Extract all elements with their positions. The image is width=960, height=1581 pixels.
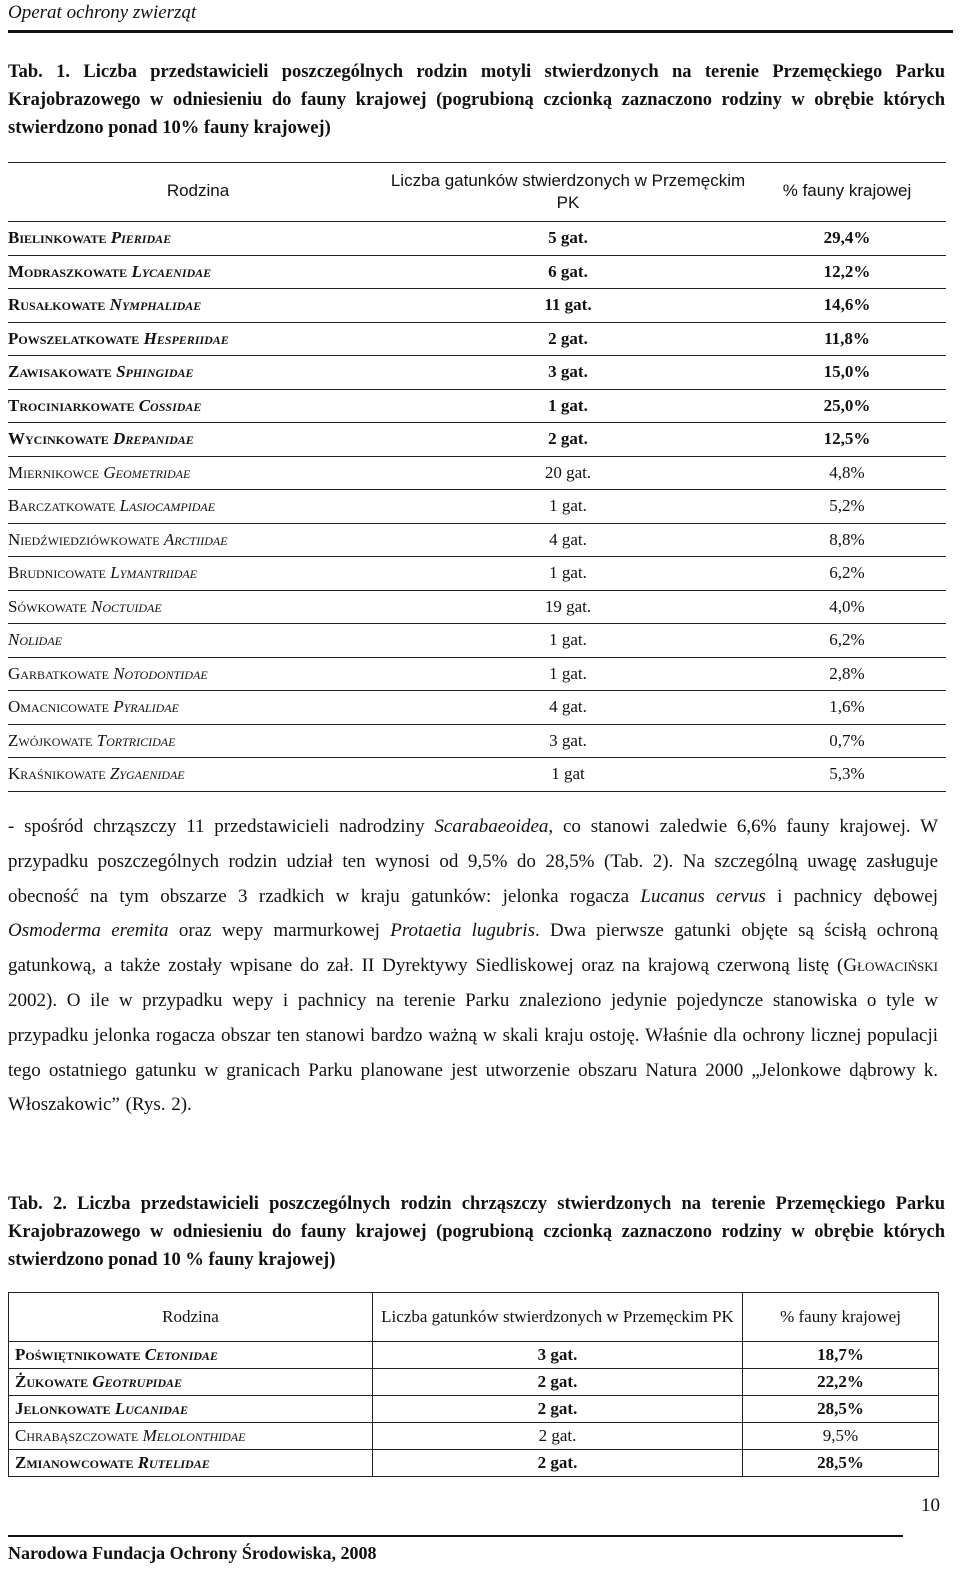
species-count: 2 gat. (373, 1369, 743, 1396)
table-row (8, 457, 946, 491)
family-cell (8, 664, 208, 684)
fauna-percent: 15,0% (823, 362, 871, 381)
family-polish-name: Modraszkowate (8, 261, 128, 281)
species-count: 4 gat. (549, 697, 587, 716)
family-polish-name: Trociniarkowate (8, 395, 135, 415)
species-count: 3 gat. (548, 362, 588, 381)
fauna-percent: 1,6% (829, 697, 865, 716)
species-count: 11 gat. (544, 295, 592, 314)
species-count: 1 gat. (549, 630, 587, 649)
table-row (9, 1342, 939, 1369)
fauna-percent: 6,2% (829, 563, 865, 582)
table-row (8, 691, 946, 725)
family-cell (8, 362, 194, 382)
table-row (8, 591, 946, 625)
table1-header-count: Liczba gatunków stwierdzonych w Przemęckim PK (390, 171, 746, 212)
fauna-percent: 4,8% (829, 462, 865, 482)
table-row (8, 356, 946, 390)
family-polish-name: Omacnicowate (8, 697, 109, 716)
table2-body (9, 1342, 939, 1477)
table-row (8, 323, 946, 357)
body-paragraph (8, 810, 938, 1123)
table2-header-row (9, 1293, 939, 1342)
family-polish-name: Garbatkowate (8, 663, 109, 683)
family-polish-name: Bielinkowate (8, 228, 107, 247)
family-latin-name: Noctuidae (91, 596, 162, 616)
family-cell (8, 429, 194, 449)
species-count: 2 gat. (548, 429, 588, 448)
family-cell (9, 1369, 373, 1396)
family-cell (9, 1342, 373, 1369)
family-cell (9, 1423, 373, 1450)
fauna-percent: 11,8% (824, 328, 870, 348)
family-cell (8, 396, 201, 416)
family-cell (8, 731, 175, 751)
species-count: 5 gat. (548, 228, 588, 247)
fauna-percent: 12,5% (823, 429, 871, 448)
running-header: Operat ochrony zwierząt (8, 2, 197, 23)
family-latin-name: Hesperiidae (143, 328, 229, 348)
species-count: 3 gat. (549, 730, 587, 750)
fauna-percent: 0,7% (829, 730, 865, 750)
species-count: 1 gat (551, 764, 585, 783)
table-row (8, 624, 946, 658)
table-row (8, 490, 946, 524)
family-cell (9, 1396, 373, 1423)
fauna-percent: 29,4% (823, 228, 871, 247)
family-cell (8, 764, 185, 784)
table-row (8, 758, 946, 792)
family-polish-name: Zawisakowate (8, 362, 112, 381)
para-text: . Dwa pierwsze gatunki objęte są ścisłą ochroną gatunkową, a także zostały wpisane do zał. II Dyrektywy Siedliskowej oraz na krajową czerwoną listę ( (8, 920, 938, 977)
family-polish-name: Poświętnikowate (15, 1345, 141, 1364)
family-latin-name: Pieridae (110, 228, 172, 247)
para-latin: Scarabaeoidea (434, 816, 549, 837)
fauna-percent: 2,8% (829, 663, 865, 683)
family-cell (8, 463, 190, 483)
family-polish-name: Jelonkowate (15, 1399, 111, 1418)
family-latin-name: Notodontidae (113, 663, 208, 683)
family-latin-name: Geotrupidae (92, 1372, 183, 1391)
table1-header-family: Rodzina (166, 181, 230, 200)
family-latin-name: Cetonidae (144, 1345, 218, 1364)
table-row (8, 658, 946, 692)
table1 (8, 162, 946, 792)
table2-header-family: Rodzina (9, 1293, 373, 1342)
family-cell (8, 228, 171, 248)
fauna-percent: 12,2% (823, 261, 871, 281)
family-polish-name: Chrabąszczowate (15, 1426, 139, 1445)
family-latin-name: Geometridae (103, 462, 191, 482)
para-text: i pachnicy dębowej (765, 885, 938, 907)
family-latin-name: Lymantriidae (110, 563, 198, 582)
family-cell (8, 697, 179, 717)
fauna-percent: 14,6% (823, 295, 871, 314)
table-row (9, 1423, 939, 1450)
table1-body (8, 222, 946, 792)
family-latin-name: Arctiidae (163, 529, 228, 549)
para-latin: Osmoderma eremita (8, 920, 169, 942)
family-cell (8, 262, 211, 282)
table2-header-percent: % fauny krajowej (743, 1293, 939, 1342)
table-row (8, 557, 946, 591)
species-count: 2 gat. (373, 1423, 743, 1450)
table2-caption: Tab. 2. Liczba przedstawicieli poszczególnych rodzin chrząszczy stwierdzonych na terenie Przemęckiego Parku Krajobrazowego w odniesieniu do fauny krajowej (pogrubioną czcionką zaznaczono rodziny w obrębie których stwierdzono ponad 10 % fauny krajowej) (8, 1194, 945, 1270)
species-count: 1 gat. (549, 663, 587, 683)
fauna-percent: 28,5% (743, 1396, 939, 1423)
footer-rule (8, 1535, 903, 1537)
species-count: 2 gat. (373, 1396, 743, 1423)
family-polish-name: Żukowate (15, 1372, 89, 1391)
species-count: 19 gat. (544, 596, 592, 616)
family-cell (8, 329, 229, 349)
family-polish-name: Miernikowce (8, 462, 100, 482)
family-polish-name: Niedźwiedziówkowate (8, 529, 160, 549)
para-latin: Lucanus cervus (640, 885, 766, 907)
species-count: 1 gat. (548, 395, 588, 415)
family-cell (8, 530, 228, 550)
family-latin-name: Cossidae (138, 395, 202, 415)
species-count: 4 gat. (549, 529, 587, 549)
table1-header-row (8, 162, 946, 222)
family-polish-name: Sówkowate (8, 596, 87, 616)
family-polish-name: Zwójkowate (8, 730, 93, 750)
family-cell (8, 563, 197, 583)
header-rule (8, 30, 953, 33)
family-latin-name: Pyralidae (113, 697, 179, 716)
table-row (8, 423, 946, 457)
para-text: - spośród chrząszczy 11 przedstawicieli nadrodziny (8, 816, 435, 837)
fauna-percent: 22,2% (743, 1369, 939, 1396)
para-text: 2002). O ile w przypadku wepy i pachnicy na terenie Parku znaleziono jedynie pojedyncze stanowiska o tyle w przypadku jelonka rogacza obszar ten stanowi bardzo ważną w skali kraju ostoję. Właśnie dla ochrony licznej populacji tego ostatniego gatunku w granicach Parku planowane jest utworzenie obszaru Natura 2000 „Jelonkowe dąbrowy k. Włoszakowic” (Rys. 2). (8, 989, 938, 1116)
family-latin-name: Drepanidae (113, 429, 194, 448)
para-citation-author: Głowaciński (843, 955, 938, 977)
fauna-percent: 5,2% (829, 496, 865, 515)
family-latin-name: Lasiocampidae (119, 496, 216, 515)
species-count: 20 gat. (544, 462, 592, 482)
table-row (8, 524, 946, 558)
para-text: oraz wepy marmurkowej (168, 920, 391, 942)
species-count: 1 gat. (549, 563, 587, 582)
family-latin-name: Tortricidae (96, 730, 176, 750)
page-number: 10 (921, 1495, 940, 1516)
fauna-percent: 9,5% (743, 1423, 939, 1450)
fauna-percent: 28,5% (743, 1450, 939, 1477)
family-polish-name: Powszelatkowate (8, 328, 140, 348)
fauna-percent: 8,8% (829, 529, 865, 549)
family-cell (8, 597, 162, 617)
family-cell (8, 630, 62, 650)
family-polish-name: Rusałkowate (8, 295, 106, 314)
species-count: 2 gat. (373, 1450, 743, 1477)
family-latin-name: Rutelidae (137, 1453, 210, 1472)
species-count: 3 gat. (373, 1342, 743, 1369)
family-latin-name: Zygaenidae (109, 764, 185, 783)
family-cell (9, 1450, 373, 1477)
family-cell (8, 295, 201, 315)
family-polish-name: Barczatkowate (8, 496, 116, 515)
family-latin-name: Nolidae (8, 630, 63, 649)
table1-header-percent: % fauny krajowej (782, 181, 912, 200)
table-row (8, 289, 946, 323)
species-count: 1 gat. (549, 496, 587, 515)
table-row (9, 1450, 939, 1477)
footer: Narodowa Fundacja Ochrony Środowiska, 2008 (8, 1543, 377, 1563)
family-latin-name: Melolonthidae (142, 1426, 246, 1445)
fauna-percent: 5,3% (829, 764, 865, 783)
family-latin-name: Lucanidae (114, 1399, 188, 1418)
fauna-percent: 4,0% (829, 596, 865, 616)
family-cell (8, 496, 215, 516)
table-row (8, 390, 946, 424)
fauna-percent: 18,7% (743, 1342, 939, 1369)
table-row (8, 725, 946, 759)
table-row (8, 256, 946, 290)
para-latin: Protaetia lugubris (390, 920, 535, 942)
table1-caption: Tab. 1. Liczba przedstawicieli poszczególnych rodzin motyli stwierdzonych na terenie Przemęckiego Parku Krajobrazowego w odniesieniu do fauny krajowej (pogrubioną czcionką zaznaczono rodziny w obrębie których stwierdzono ponad 10% fauny krajowej) (8, 62, 945, 138)
family-polish-name: Zmianowcowate (15, 1453, 134, 1472)
species-count: 2 gat. (548, 328, 588, 348)
table2-header-count: Liczba gatunków stwierdzonych w Przemęckim PK (373, 1293, 743, 1342)
fauna-percent: 25,0% (823, 395, 871, 415)
table2 (8, 1292, 939, 1477)
fauna-percent: 6,2% (829, 630, 865, 649)
table-row (9, 1369, 939, 1396)
table-row (9, 1396, 939, 1423)
family-polish-name: Wycinkowate (8, 429, 109, 448)
para-text: , co stanowi zaledwie 6,6% fauny krajowej. W przypadku poszczególnych rodzin udział ten wynosi od 9,5% do 28,5% (Tab. 2). Na szczególną uwagę zasługuje obecność na tym obszarze 3 rzadkich w kraju gatunków: jelonka rogacza (8, 816, 939, 907)
family-polish-name: Kraśnikowate (8, 764, 106, 783)
family-latin-name: Lycaenidae (131, 261, 212, 281)
family-latin-name: Nymphalidae (109, 295, 202, 314)
family-polish-name: Brudnicowate (8, 563, 106, 582)
species-count: 6 gat. (548, 261, 588, 281)
table-row (8, 222, 946, 256)
family-latin-name: Sphingidae (116, 362, 194, 381)
